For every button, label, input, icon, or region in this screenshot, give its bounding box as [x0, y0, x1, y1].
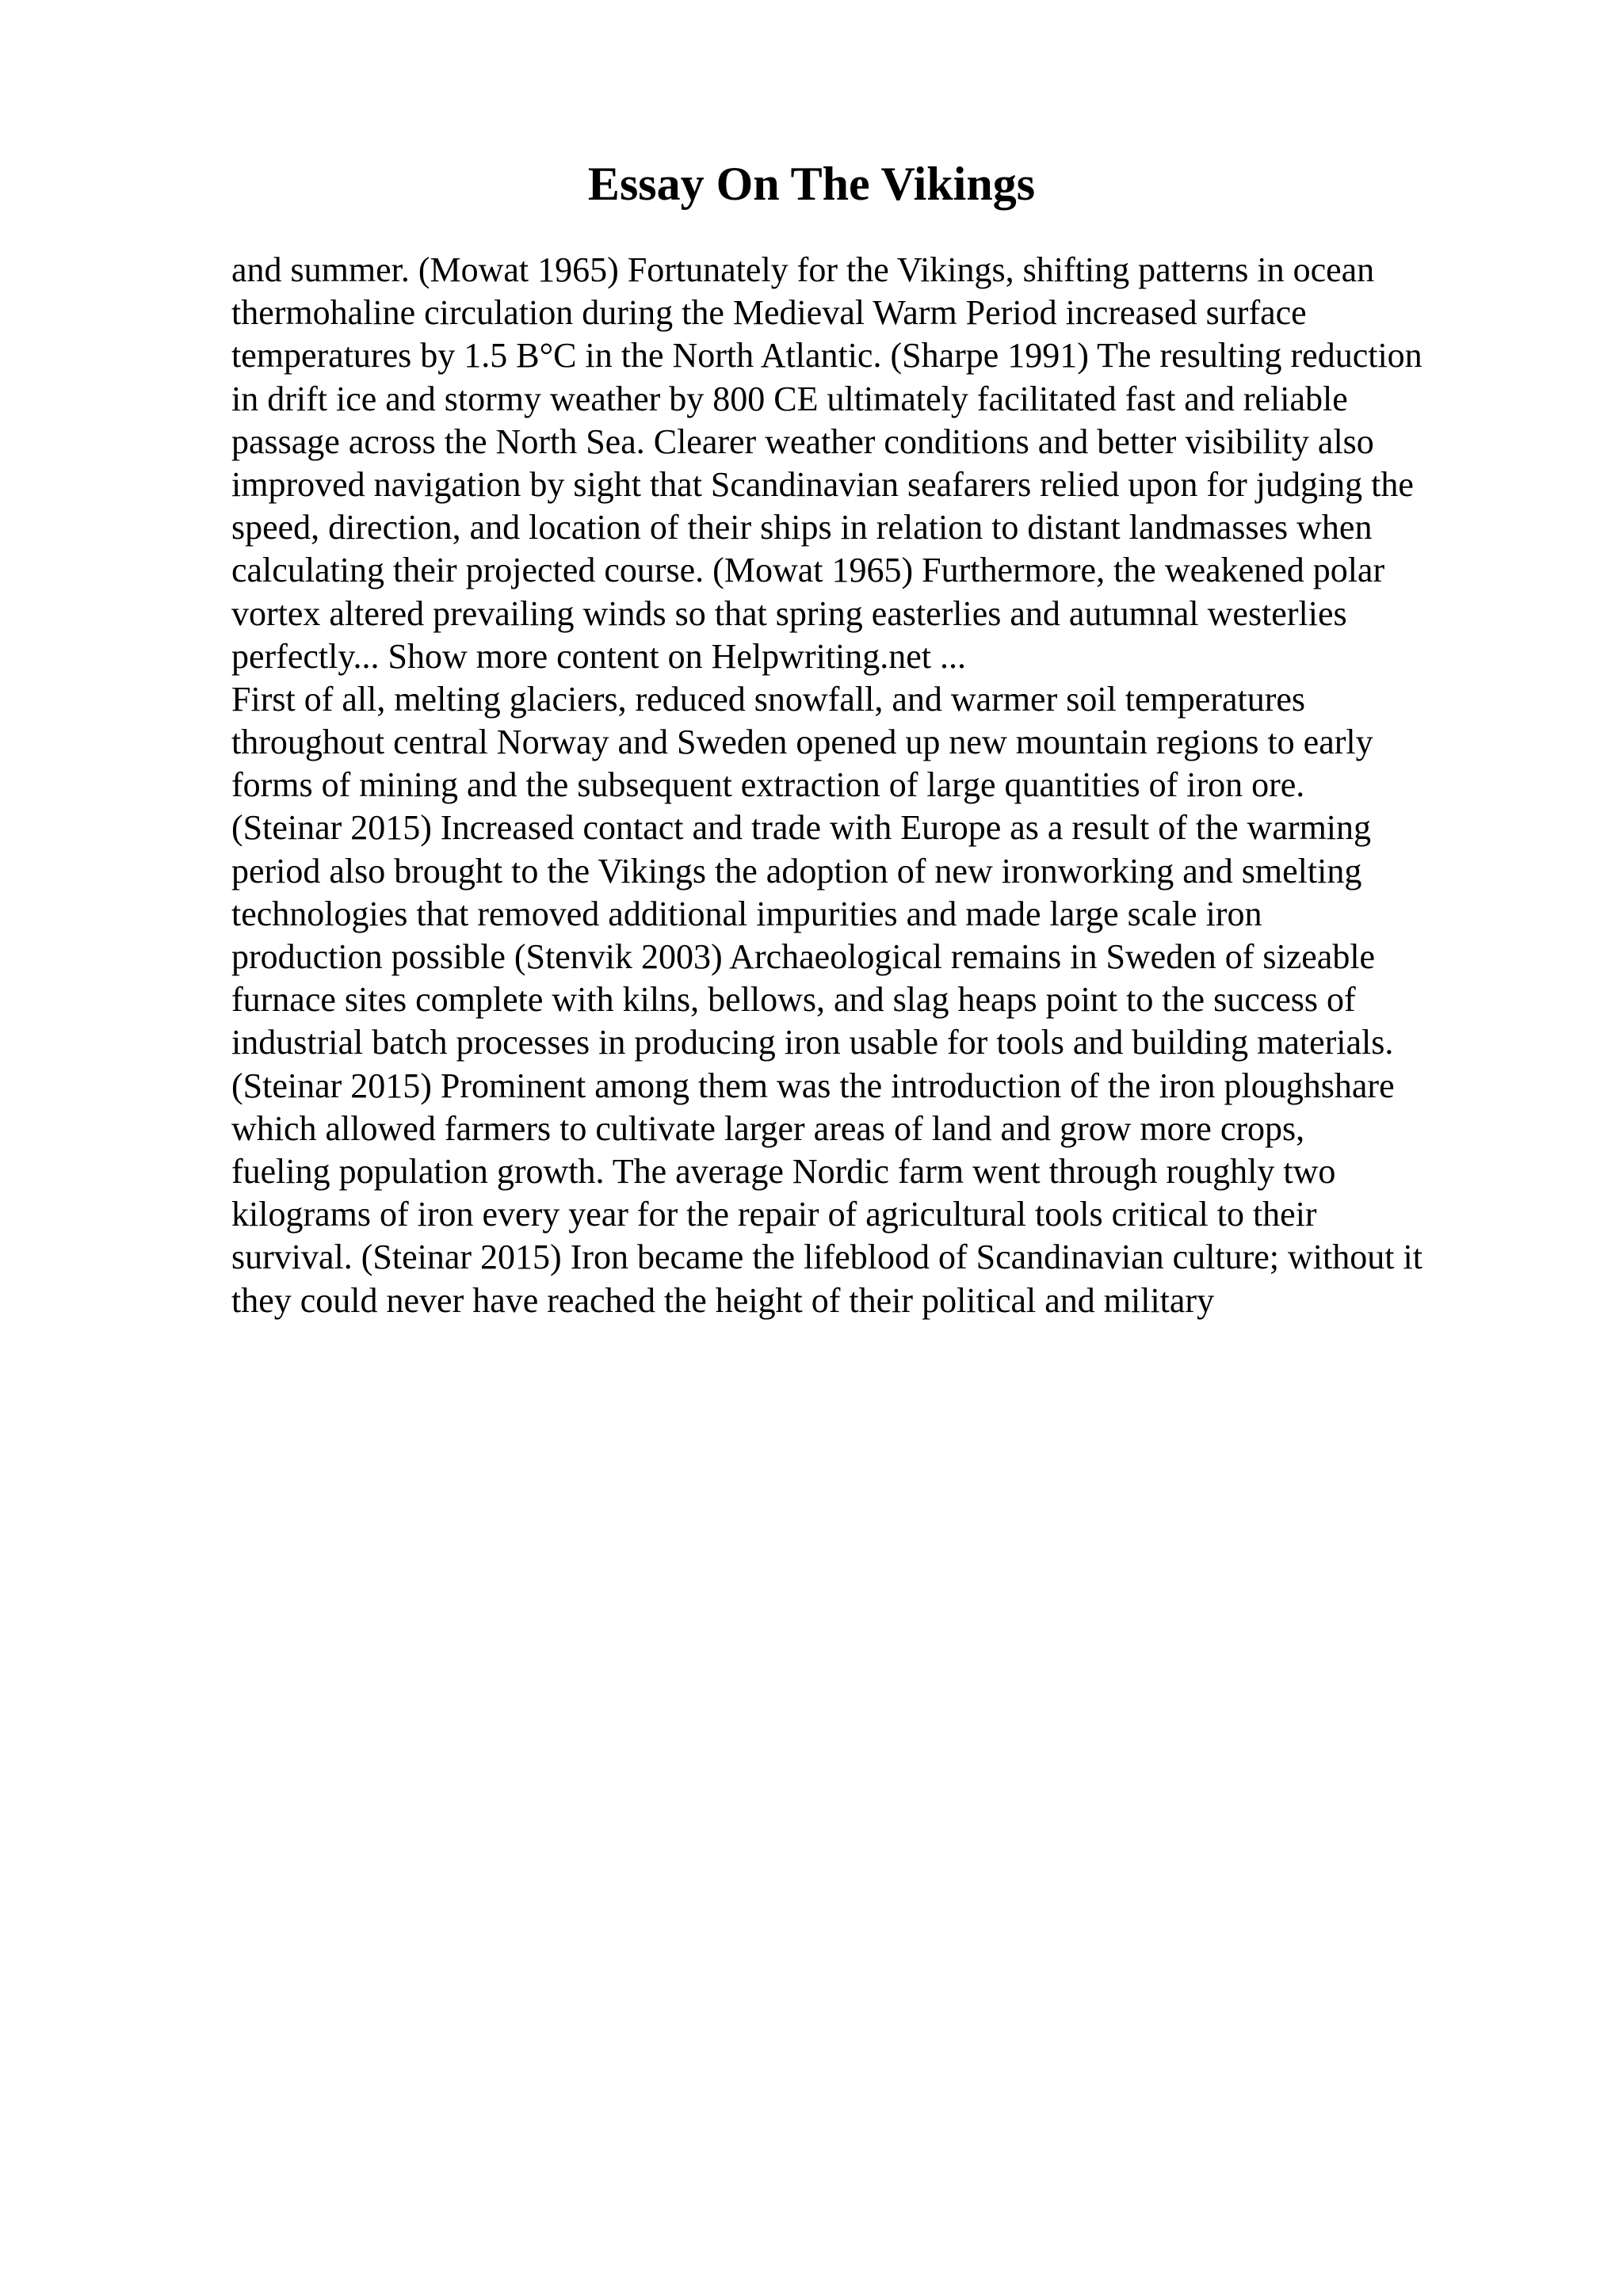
text-line: kilograms of iron every year for the repair of agricultural tools critical to their: [231, 1195, 1317, 1234]
text-line: technologies that removed additional impurities and made large scale iron: [231, 894, 1262, 933]
text-line: survival. (Steinar 2015) Iron became the lifeblood of Scandinavian culture; without it: [231, 1238, 1423, 1277]
essay-body: [231, 249, 1515, 1322]
text-line: fueling population growth. The average Nordic farm went through roughly two: [231, 1151, 1336, 1191]
text-line: (Steinar 2015) Prominent among them was the introduction of the iron ploughshare: [231, 1066, 1395, 1105]
text-line: and summer. (Mowat 1965) Fortunately for the Vikings, shifting patterns in ocean: [231, 250, 1375, 289]
text-line: thermohaline circulation during the Medieval Warm Period increased surface: [231, 293, 1307, 333]
text-line: furnace sites complete with kilns, bellows, and slag heaps point to the success of: [231, 980, 1356, 1020]
text-line: calculating their projected course. (Mowat 1965) Furthermore, the weakened polar: [231, 551, 1385, 590]
text-line: period also brought to the Vikings the adoption of new ironworking and smelting: [231, 851, 1362, 891]
text-line: passage across the North Sea. Clearer weather conditions and better visibility also: [231, 421, 1374, 461]
text-line: throughout central Norway and Sweden opened up new mountain regions to early: [231, 723, 1373, 762]
text-line: they could never have reached the height of their political and military: [231, 1280, 1215, 1320]
text-line: production possible (Stenvik 2003) Archaeological remains in Sweden of sizeable: [231, 937, 1376, 976]
text-line: (Steinar 2015) Increased contact and trade with Europe as a result of the warming: [231, 808, 1372, 848]
document-title: Essay On The Vikings: [587, 158, 1036, 210]
text-line: perfectly... Show more content on Helpwriting.net ...: [231, 636, 967, 676]
text-line: First of all, melting glaciers, reduced snowfall, and warmer soil temperatures: [231, 679, 1306, 719]
text-line: improved navigation by sight that Scandinavian seafarers relied upon for judging the: [231, 464, 1414, 504]
text-line: forms of mining and the subsequent extraction of large quantities of iron ore.: [231, 765, 1305, 805]
text-line: temperatures by 1.5 B°C in the North Atlantic. (Sharpe 1991) The resulting reduction: [231, 336, 1423, 376]
text-line: in drift ice and stormy weather by 800 CE ultimately facilitated fast and reliable: [231, 379, 1348, 418]
text-line: speed, direction, and location of their ships in relation to distant landmasses when: [231, 508, 1373, 547]
text-line: which allowed farmers to cultivate larger areas of land and grow more crops,: [231, 1108, 1305, 1148]
text-line: vortex altered prevailing winds so that spring easterlies and autumnal westerlies: [231, 593, 1347, 633]
text-line: industrial batch processes in producing iron usable for tools and building materials.: [231, 1023, 1394, 1062]
